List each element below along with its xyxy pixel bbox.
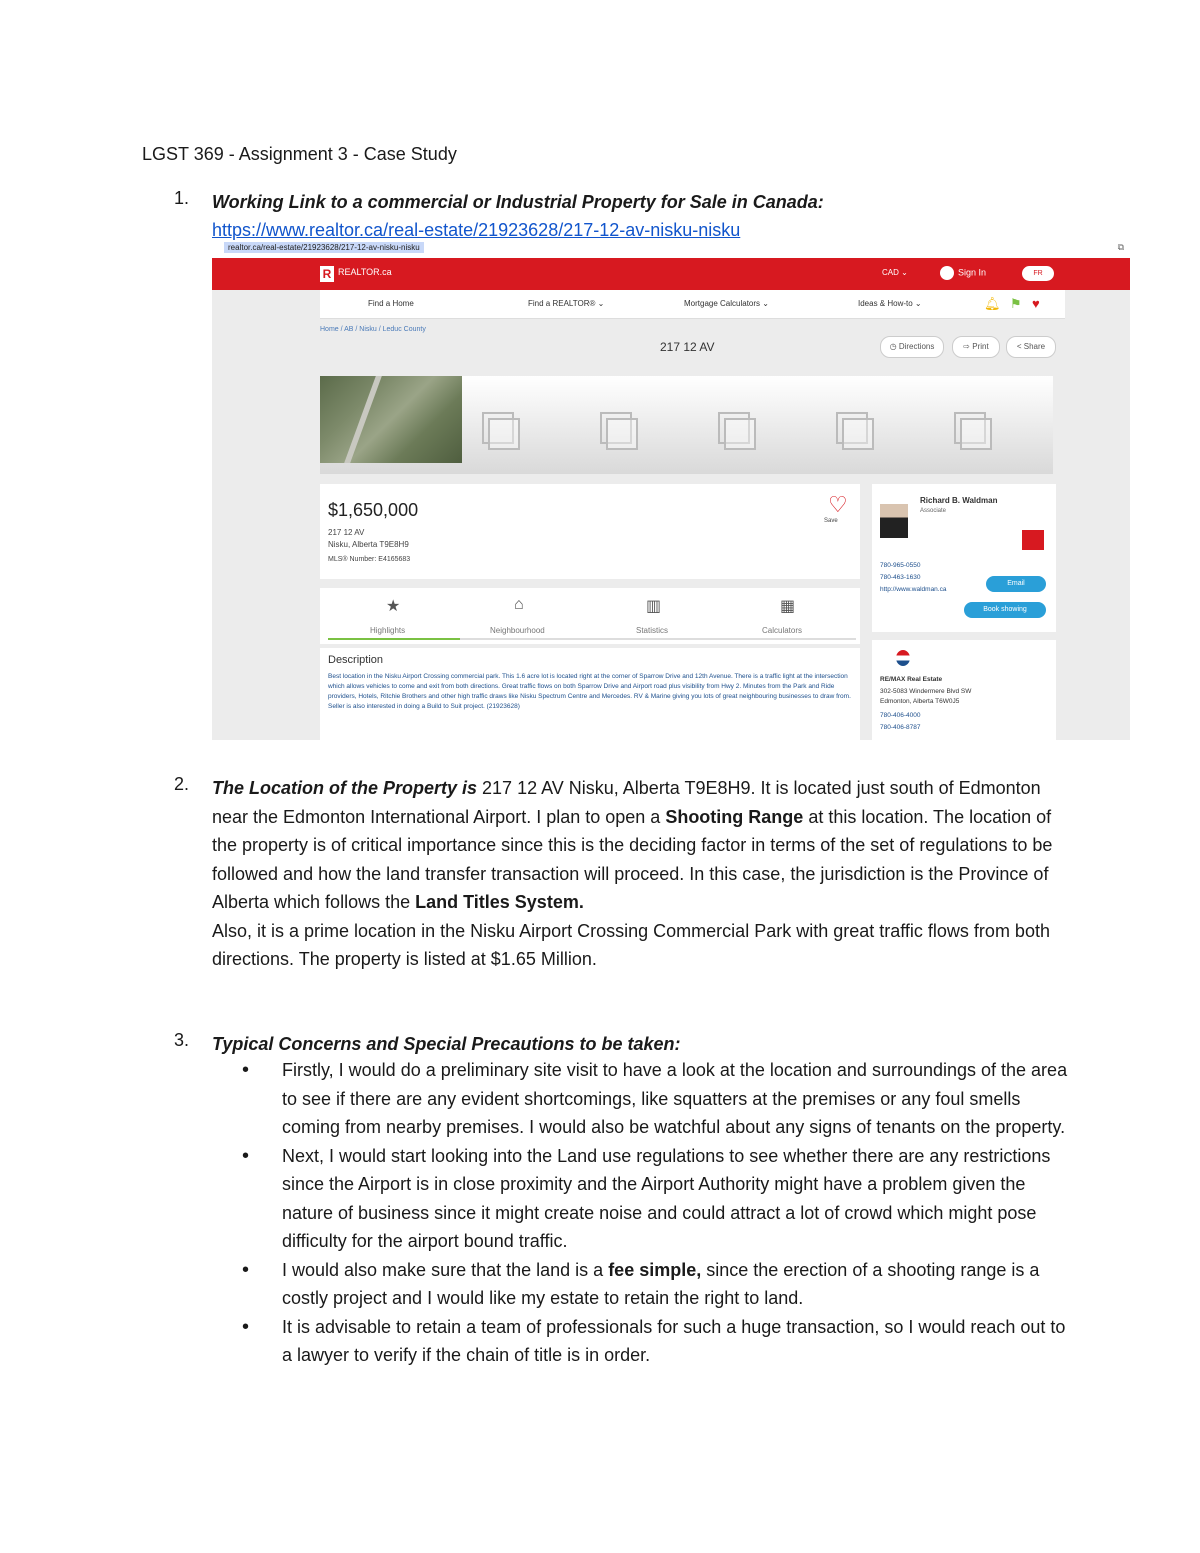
bookmark-icon[interactable]: ⚑	[1010, 296, 1022, 311]
nav-find-home[interactable]: Find a Home	[368, 299, 414, 308]
nav-mortgage-calculators[interactable]: Mortgage Calculators ⌄	[684, 299, 769, 308]
brokerage-logo-icon	[1022, 530, 1044, 550]
price-card	[320, 484, 860, 579]
share-button[interactable]: < Share	[1006, 336, 1056, 358]
bullet-icon: •	[242, 1144, 250, 1167]
bell-icon[interactable]: 🔔︎	[984, 296, 1001, 311]
language-toggle[interactable]: FR	[1022, 266, 1054, 281]
office-card	[872, 640, 1056, 740]
neighbourhood-icon[interactable]: ⌂	[514, 596, 524, 613]
gallery-thumb-icon[interactable]	[600, 412, 632, 444]
description-text: Best location in the Nisku Airport Crossing commercial park. This 1.6 acre lot is located right at the corner of Sparrow Drive and 12th Avenue. There is a traffic light at the intersection which allows vehicles to come and exit from both directions. Great traffic flows on both Sparrow Drive and Airport road plus visibility from Hwy 2. Minutes from the Park and Ride providers, Hotels, Ritchie Brothers and other high traffic draws like Nisku Spectrum Centre and Mercedes. RV & Marine giving you lots of great neighbouring businesses to draw from. Seller is also interested in doing a Build to Suit project. (21923628)	[328, 673, 851, 710]
favourites-heart-icon[interactable]: ♥	[1032, 296, 1040, 311]
save-label[interactable]: Save	[824, 518, 838, 524]
bullet-icon: •	[242, 1059, 250, 1081]
precautions-list	[242, 1056, 1072, 1370]
bullet-icon: •	[242, 1258, 250, 1281]
listing-price: $1,650,000	[328, 500, 419, 520]
office-phone-1[interactable]: 780-406-4000	[880, 712, 921, 719]
q1-block	[212, 188, 824, 244]
book-showing-button[interactable]: Book showing	[964, 602, 1046, 618]
gallery-thumb-icon[interactable]	[718, 412, 750, 444]
aerial-photo[interactable]	[320, 376, 462, 463]
email-button[interactable]: Email	[986, 576, 1046, 592]
list-item	[242, 1256, 1072, 1313]
q2-text-b: at this location. The location of the property is of critical importance since this is the deciding factor in terms of the set of regulations to be followed and how the land transfer transaction will proceed. In this case, the jurisdiction is the Province of Alberta which follows the	[212, 806, 1053, 912]
list-item	[242, 1313, 1072, 1370]
q2-number: 2.	[174, 774, 190, 794]
tab-neighbourhood[interactable]: Neighbourhood	[490, 626, 545, 635]
q2-paragraph	[212, 774, 1062, 974]
q2-text-a: 217 12 AV Nisku, Alberta T9E8H9. It is located just south of Edmonton near the Edmonton International Airport. I plan to open a	[212, 778, 1041, 827]
q2-heading: The Location of the Property is	[212, 778, 478, 798]
currency-select[interactable]: CAD ⌄	[882, 268, 908, 277]
agent-role: Associate	[920, 508, 947, 514]
office-name[interactable]: RE/MAX Real Estate	[880, 676, 943, 683]
bullet-text: It is advisable to retain a team of professionals for such a huge transaction, so I would reach out to a lawyer to verify if the chain of title is in order.	[282, 1316, 1066, 1365]
office-address-2: Edmonton, Alberta T6W0J5	[880, 698, 960, 705]
property-link[interactable]: https://www.realtor.ca/real-estate/21923628/217-12-av-nisku-nisku	[212, 220, 741, 240]
q2-bold-shooting-range: Shooting Range	[665, 806, 804, 827]
address-line-2: Nisku, Alberta T9E8H9	[328, 540, 409, 549]
sign-in-button[interactable]	[940, 266, 986, 280]
list-item	[242, 1056, 1072, 1142]
gallery-thumb-icon[interactable]	[836, 412, 868, 444]
bullet-text: since the erection of a shooting range is a costly project and I would like my estate to retain the right to land.	[282, 1259, 1040, 1308]
agent-name[interactable]: Richard B. Waldman	[920, 496, 998, 505]
description-card	[320, 648, 860, 740]
save-heart-icon[interactable]: ♡	[828, 492, 848, 517]
statistics-icon[interactable]: ▥	[646, 598, 662, 615]
print-label: Print	[972, 342, 989, 351]
q2-bold-land-titles: Land Titles System.	[415, 892, 584, 912]
q2-paragraph-2: Also, it is a prime location in the Nisku Airport Crossing Commercial Park with great traffic flows from both directions. The property is listed at $1.65 Million.	[212, 920, 1050, 969]
breadcrumb[interactable]: Home / AB / Nisku / Leduc County	[320, 326, 426, 333]
bullet-text: Firstly, I would do a preliminary site visit to have a look at the location and surroundings of the area to see if there are any evident shortcomings, like squatters at the premises or any foul smells coming from nearby premises. I would also be watchful about any signs of tenants on the property.	[282, 1060, 1068, 1137]
main-nav	[320, 290, 1065, 319]
share-label: Share	[1023, 342, 1046, 351]
mls-number: MLS® Number: E4165683	[328, 556, 411, 563]
document-title: LGST 369 - Assignment 3 - Case Study	[142, 144, 457, 164]
q3-heading-text: Typical Concerns and Special Precautions to be taken:	[212, 1034, 681, 1054]
address-line-1: 217 12 AV	[328, 528, 365, 537]
office-phone-2[interactable]: 780-406-8787	[880, 724, 921, 731]
agent-website[interactable]: http://www.waldman.ca	[880, 586, 947, 593]
gallery-thumb-icon[interactable]	[482, 412, 514, 444]
q1-number: 1.	[174, 188, 190, 208]
tab-statistics[interactable]: Statistics	[636, 626, 669, 635]
office-address-1: 302-5083 Windermere Blvd SW	[880, 688, 972, 695]
listing-screenshot	[212, 240, 1130, 740]
list-item	[242, 1142, 1072, 1256]
bullet-text: I would also make sure that the land is a	[282, 1259, 609, 1280]
bullet-bold-fee-simple: fee simple,	[608, 1259, 702, 1280]
gallery-thumb-icon[interactable]	[954, 412, 986, 444]
brand-name[interactable]: REALTOR.ca	[338, 267, 392, 277]
star-icon[interactable]: ★	[386, 598, 401, 615]
agent-card	[872, 484, 1056, 632]
directions-label: Directions	[898, 342, 935, 351]
bullet-icon: •	[242, 1315, 250, 1338]
listing-title: 217 12 AV	[660, 340, 715, 354]
remax-balloon-icon	[896, 650, 910, 666]
nav-ideas-howto[interactable]: Ideas & How-to ⌄	[858, 299, 922, 308]
q3-number: 3.	[174, 1030, 190, 1050]
extension-icon: ⧉	[1117, 242, 1124, 252]
print-button[interactable]: ⇨ Print	[952, 336, 1000, 358]
tab-highlights[interactable]: Highlights	[370, 626, 406, 635]
tab-calculators[interactable]: Calculators	[762, 626, 803, 635]
address-bar-url[interactable]: realtor.ca/real-estate/21923628/217-12-av-nisku-nisku	[224, 242, 424, 253]
tab-active-indicator	[328, 638, 460, 640]
sign-in-label: Sign In	[958, 267, 987, 278]
description-heading: Description	[328, 654, 384, 666]
calculator-icon[interactable]: ▦	[780, 598, 796, 615]
listing-tabs	[320, 588, 860, 644]
nav-find-realtor[interactable]: Find a REALTOR® ⌄	[528, 299, 605, 308]
q3-heading	[212, 1030, 1062, 1059]
agent-phone-2[interactable]: 780-463-1630	[880, 574, 921, 581]
bullet-text: Next, I would start looking into the Land use regulations to see whether there are any restrictions since the Airport is in close proximity and the Airport Authority might have a problem given the nature of business since it might create noise and could attract a lot of crowd which might pose difficulty for the airport bound traffic.	[282, 1145, 1051, 1251]
agent-phone-1[interactable]: 780-965-0550	[880, 562, 921, 569]
browser-address-bar	[212, 240, 1130, 259]
road-shape	[344, 376, 382, 463]
realtor-logo-icon[interactable]: R	[320, 266, 334, 282]
agent-avatar[interactable]	[880, 504, 908, 538]
q1-heading: Working Link to a commercial or Industrial Property for Sale in Canada:	[212, 192, 824, 212]
user-icon	[940, 266, 954, 280]
directions-button[interactable]: ◷ Directions	[880, 336, 944, 358]
